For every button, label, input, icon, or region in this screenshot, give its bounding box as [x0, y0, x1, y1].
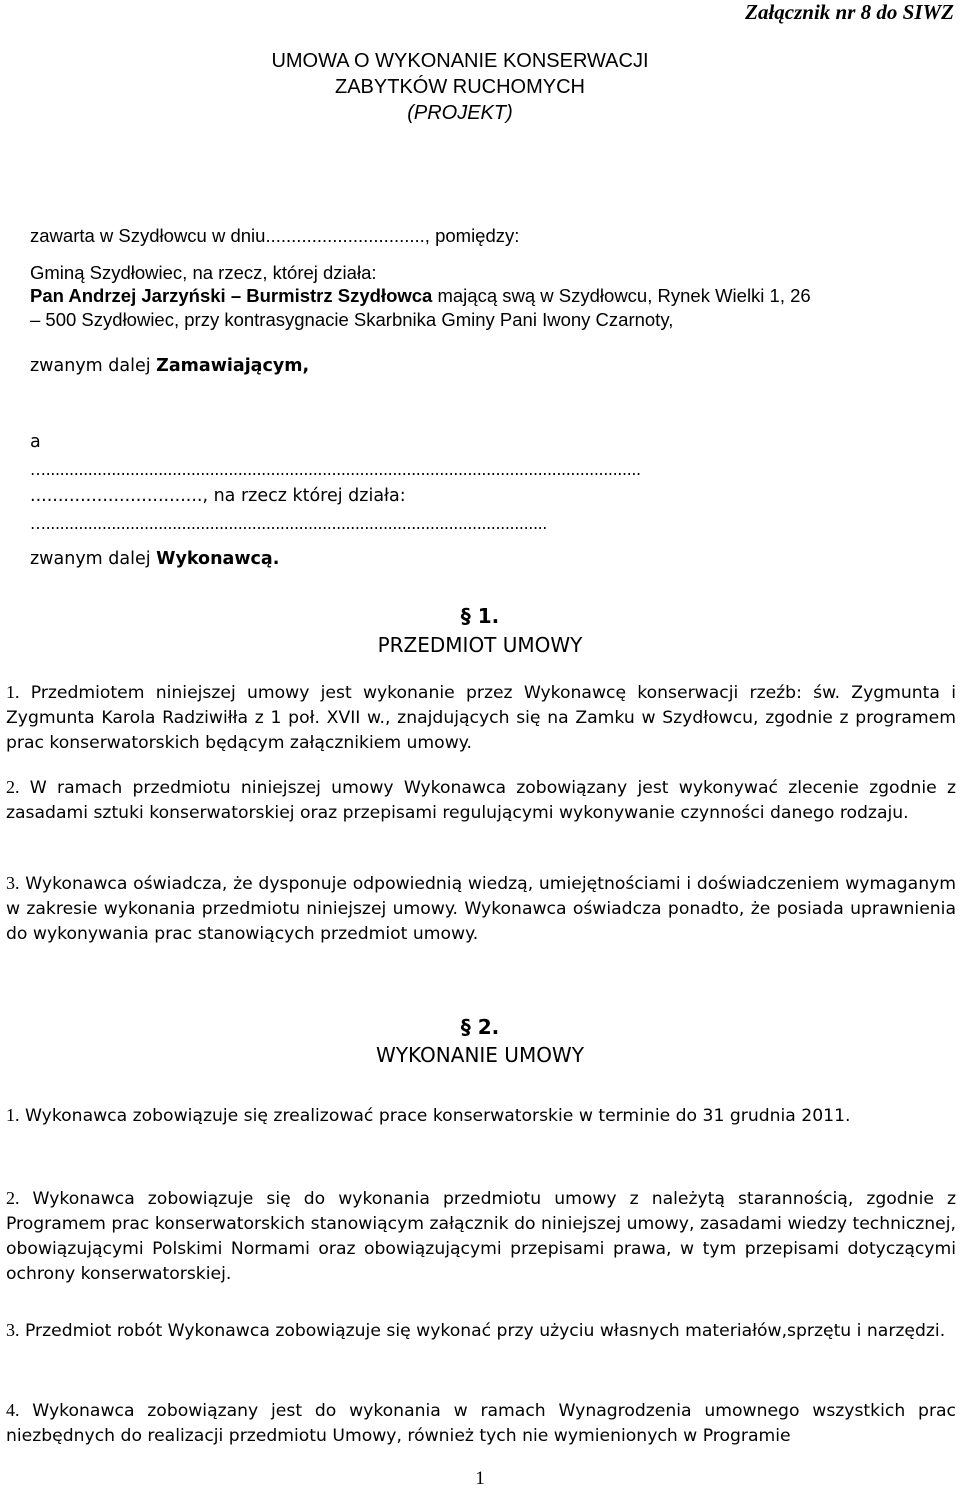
paragraph-number: 3.	[6, 873, 20, 893]
alias-prefix: zwanym dalej	[30, 356, 157, 376]
paragraph-text: Przedmiot robót Wykonawca zobowiązuje się wykonać przy użyciu własnych materiałów,sprzętu i narzędzi.	[19, 1321, 946, 1341]
title-line-3: (PROJEKT)	[407, 102, 513, 124]
paragraph-text: Wykonawca zobowiązuje się do wykonania przedmiotu umowy z należytą starannością, zgodnie z Programem prac konserwatorskich stanowiącym załącznik do niniejszej umowy, zasadami wiedzy technicznej, obowiązującymi Polskimi Normami oraz obowiązującymi przepisami prawa, w tym przepisami dotyczącymi ochrony konserwatorskiej.	[6, 1189, 956, 1284]
alias-prefix: zwanym dalej	[30, 549, 157, 569]
party1-alias-line	[30, 356, 309, 376]
party1-line: Gminą Szydłowiec, na rzecz, której działa:	[30, 262, 377, 283]
paragraph-text: Wykonawca oświadcza, że dysponuje odpowiednią wiedzą, umiejętnościami i doświadczeniem wymaganym w zakresie wykonania przedmiotu niniejszej umowy. Wykonawca oświadcza ponadto, że posiada uprawnienia do wykonywania prac stanowiących przedmiot umowy.	[6, 874, 956, 944]
section-1-sign: § 1.	[460, 604, 500, 628]
paragraph-text: Wykonawca zobowiązany jest do wykonania w ramach Wynagrodzenia umownego wszystkich prac niezbędnych do realizacji przedmiotu Umowy, również tych nie wymienionych w Programie	[6, 1401, 956, 1446]
section-1-paragraph-1	[6, 680, 956, 756]
paragraph-number: 3.	[6, 1320, 20, 1340]
section-2-paragraph-4	[6, 1398, 956, 1449]
section-2-paragraph-3	[6, 1318, 956, 1344]
section-1-title: PRZEDMIOT UMOWY	[377, 633, 583, 657]
section-1-paragraph-3	[6, 871, 956, 947]
annex-label: Załącznik nr 8 do SIWZ	[745, 0, 954, 24]
party1-rep-rest: mającą swą w Szydłowcu, Rynek Wielki 1, 26	[432, 285, 811, 306]
section-2-title: WYKONANIE UMOWY	[376, 1043, 584, 1067]
paragraph-text: Przedmiotem niniejszej umowy jest wykonanie przez Wykonawcę konserwacji rzeźb: św. Zygmunta i Zygmunta Karola Radziwiłła z 1 poł. XVII w., znajdujących się na Zamku w Szydłowcu, zgodnie z programem prac konserwatorskich będącym załącznikiem umowy.	[6, 683, 956, 753]
party1-rep-name: Pan Andrzej Jarzyński – Burmistrz Szydłowca	[30, 285, 433, 306]
party2-alias: Wykonawcą.	[156, 549, 280, 569]
paragraph-number: 4.	[6, 1400, 20, 1420]
dots-line-3: …...........................................................................................................	[30, 514, 547, 533]
party1-representative	[30, 285, 811, 307]
paragraph-number: 1.	[6, 1105, 20, 1125]
section-2-paragraph-1	[6, 1103, 956, 1129]
dots-line-2: ..............................., na rzecz której działa:	[30, 486, 406, 506]
title-line-1: UMOWA O WYKONANIE KONSERWACJI	[271, 50, 649, 72]
section-2-paragraph-2	[6, 1186, 956, 1287]
paragraph-number: 1.	[6, 682, 20, 702]
section-1-paragraph-2	[6, 775, 956, 826]
party1-alias: Zamawiającym,	[156, 356, 310, 376]
title-line-2: ZABYTKÓW RUCHOMYCH	[335, 76, 585, 98]
party1-address: – 500 Szydłowiec, przy kontrasygnacie Skarbnika Gminy Pani Iwony Czarnoty,	[30, 309, 674, 330]
signed-at-line: zawarta w Szydłowcu w dniu..............................., pomiędzy:	[30, 225, 520, 246]
paragraph-text: Wykonawca zobowiązuje się zrealizować prace konserwatorskie w terminie do 31 grudnia 2011.	[19, 1106, 851, 1126]
paragraph-number: 2.	[6, 777, 20, 797]
paragraph-text: W ramach przedmiotu niniejszej umowy Wykonawca zobowiązany jest wykonywać zlecenie zgodnie z zasadami sztuki konserwatorskiej oraz przepisami regulującymi wykonywanie czynności danego rodzaju.	[6, 778, 956, 823]
section-2-sign: § 2.	[460, 1015, 500, 1039]
party2-alias-line	[30, 549, 279, 569]
page-number: 1	[475, 1468, 485, 1489]
paragraph-number: 2.	[6, 1188, 20, 1208]
and-word: a	[30, 432, 41, 452]
dots-line-1: …...............................................................................................................................	[30, 460, 641, 479]
